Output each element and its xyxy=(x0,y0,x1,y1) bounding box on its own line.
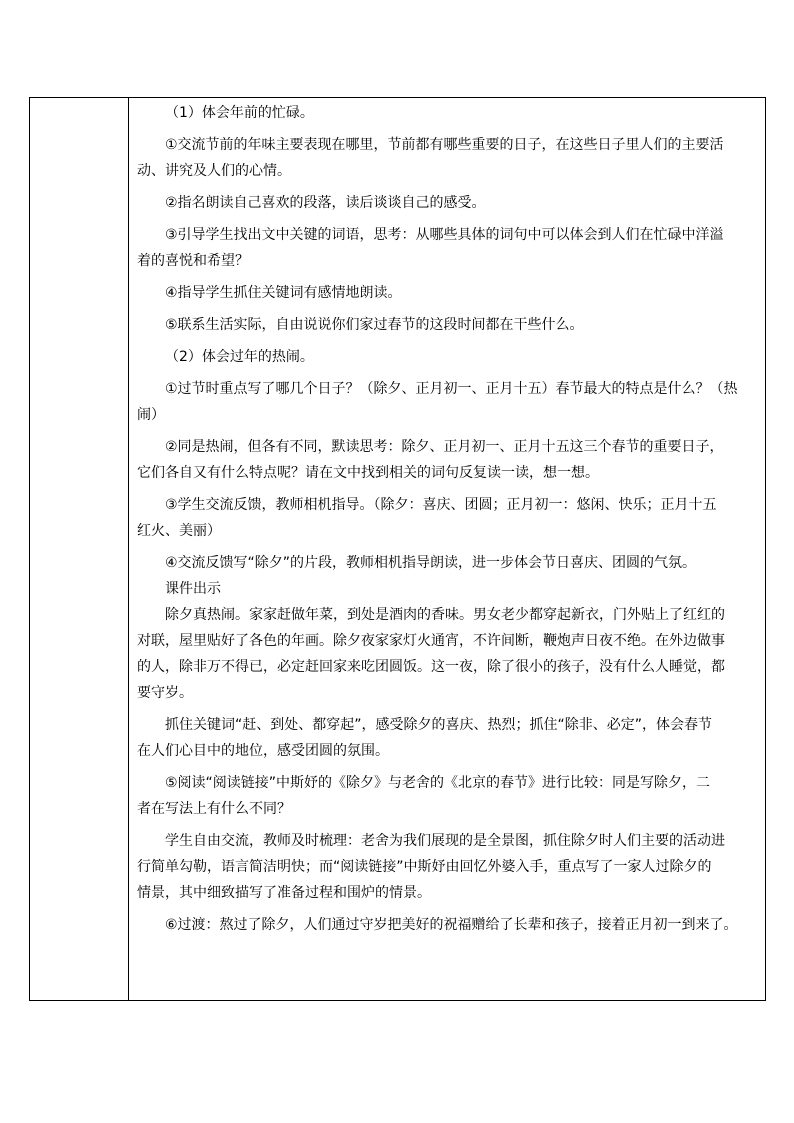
paragraph-line: 红火、美丽） xyxy=(137,523,221,539)
paragraph-line: 着的喜悦和希望？ xyxy=(137,253,249,269)
paragraph-line: 的人，除非万不得已，必定赶回家来吃团圆饭。这一夜，除了很小的孩子，没有什么人睡觉，都 xyxy=(137,659,725,675)
paragraph-line: ⑥过渡：熬过了除夕，人们通过守岁把美好的祝福赠给了长辈和孩子，接着正月初一到来了。 xyxy=(165,917,738,933)
paragraph-line: ⑤联系生活实际，自由说说你们家过春节的这段时间都在干些什么。 xyxy=(165,317,584,333)
paragraph-line: ④交流反馈写“除夕”的片段，教师相机指导朗读，进一步体会节日喜庆、团圆的气氛。 xyxy=(165,555,697,571)
paragraph-line: 闹） xyxy=(137,407,165,423)
section-heading-2: （2）体会过年的热闹。 xyxy=(165,349,314,365)
paragraph-line: 学生自由交流，教师及时梳理：老舍为我们展现的是全景图，抓住除夕时人们主要的活动进 xyxy=(165,833,725,849)
lesson-content xyxy=(137,100,761,938)
paragraph-line: ③引导学生找出文中关键的词语，思考：从哪些具体的词句中可以体会到人们在忙碌中洋溢 xyxy=(165,227,724,243)
column-divider xyxy=(128,97,129,1001)
paragraph-line: 对联，屋里贴好了各色的年画。除夕夜家家灯火通宵，不许间断，鞭炮声日夜不绝。在外边做事 xyxy=(137,633,725,649)
paragraph-line: 它们各自又有什么特点呢？请在文中找到相关的词句反复读一读，想一想。 xyxy=(137,465,599,481)
paragraph-line: 行简单勾勒，语言简洁明快；而“阅读链接”中斯妤由回忆外婆入手，重点写了一家人过除夕的 xyxy=(137,859,712,875)
paragraph-line: 除夕真热闹。家家赶做年菜，到处是酒肉的香味。男女老少都穿起新衣，门外贴上了红红的 xyxy=(165,607,725,623)
paragraph-line: ⑤阅读“阅读链接”中斯妤的《除夕》与老舍的《北京的春节》进行比较：同是写除夕，二 xyxy=(165,775,711,791)
paragraph-line: ②同是热闹，但各有不同，默读思考：除夕、正月初一、正月十五这三个春节的重要日子， xyxy=(165,439,724,455)
paragraph-line: 情景，其中细致描写了准备过程和围炉的情景。 xyxy=(137,885,431,901)
paragraph-line: ④指导学生抓住关键词有感情地朗读。 xyxy=(165,285,402,301)
section-heading-1: （1）体会年前的忙碌。 xyxy=(165,105,314,121)
courseware-label: 课件出示 xyxy=(165,581,221,597)
paragraph-line: ①过节时重点写了哪几个日子？（除夕、正月初一、正月十五）春节最大的特点是什么？（热 xyxy=(165,381,738,397)
paragraph-line: ③学生交流反馈，教师相机指导。（除夕：喜庆、团圆；正月初一：悠闲、快乐；正月十五 xyxy=(165,497,717,513)
paragraph-line: 抓住关键词“赶、到处、都穿起”，感受除夕的喜庆、热烈；抓住“除非、必定”，体会春节 xyxy=(165,717,713,733)
paragraph-line: 动、讲究及人们的心情。 xyxy=(137,163,291,179)
paragraph-line: 者在写法上有什么不同？ xyxy=(137,801,291,817)
paragraph-line: ②指名朗读自己喜欢的段落，读后谈谈自己的感受。 xyxy=(165,195,486,211)
paragraph-line: 要守岁。 xyxy=(137,685,193,701)
paragraph-line: 在人们心目中的地位，感受团圆的氛围。 xyxy=(137,743,389,759)
paragraph-line: ①交流节前的年味主要表现在哪里，节前都有哪些重要的日子，在这些日子里人们的主要活 xyxy=(165,137,724,153)
